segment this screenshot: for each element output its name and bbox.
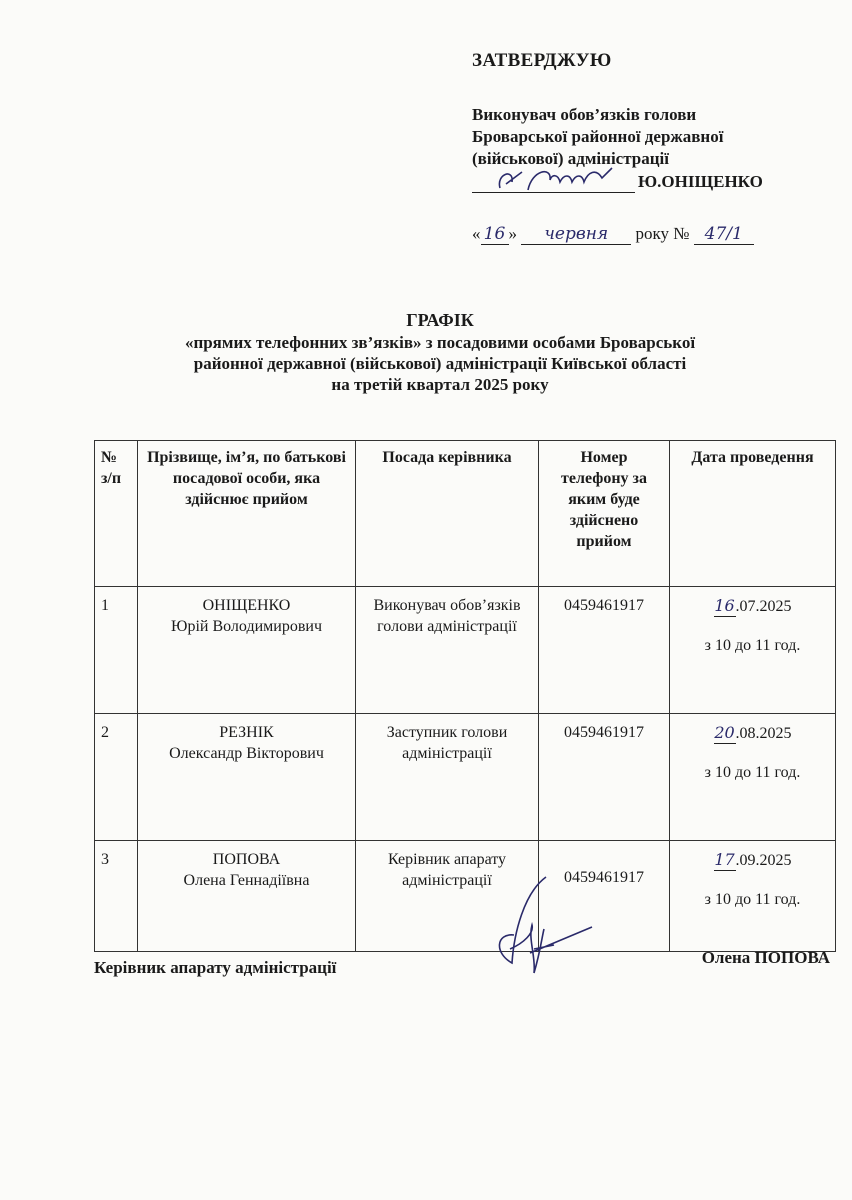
row-phone: 0459461917 [539, 587, 670, 714]
row-date [670, 587, 836, 714]
header-date: Дата проведення [670, 441, 836, 587]
row-given-names: Олена Геннадіївна [183, 872, 310, 889]
order-number: 47/1 [694, 224, 754, 245]
row-date-rest: .08.2025 [735, 725, 792, 742]
row-position: Заступник голови адміністрації [356, 714, 539, 841]
table-row [95, 841, 836, 952]
row-time: з 10 до 11 год. [704, 764, 801, 781]
row-day: 20 [714, 723, 735, 742]
row-given-names: Олександр Вікторович [169, 745, 324, 762]
document-title [100, 310, 780, 395]
approval-line: Броварської районної державної [472, 127, 724, 146]
row-date [670, 714, 836, 841]
footer-position: Керівник апарату адміністрації [94, 958, 337, 977]
title-line: районної державної (військової) адміністрації Київської області [193, 354, 687, 373]
table-header-row [95, 441, 836, 587]
approval-heading: ЗАТВЕРДЖУЮ [472, 50, 612, 71]
approval-day: 16 [481, 224, 509, 245]
row-time: з 10 до 11 год. [704, 637, 801, 654]
row-date [670, 841, 836, 952]
schedule-table [94, 440, 836, 952]
row-given-names: Юрій Володимирович [171, 618, 322, 635]
row-person [138, 587, 356, 714]
approval-line: Виконувач обов’язків голови [472, 105, 697, 124]
signature-row [472, 170, 832, 196]
row-day: 17 [714, 850, 735, 869]
approval-block [472, 50, 832, 254]
row-time: з 10 до 11 год. [704, 891, 801, 908]
row-date-rest: .07.2025 [735, 598, 792, 615]
handwritten-signature-icon [484, 873, 594, 993]
row-position: Виконувач обов’язків голови адміністрації [356, 587, 539, 714]
approval-date-row: « 16 » червня року № 47/1 [472, 224, 832, 254]
row-day: 16 [714, 596, 735, 615]
row-phone: 0459461917 [539, 714, 670, 841]
signatory-name: Ю.ОНІЩЕНКО [638, 172, 763, 191]
title-line: «прямих телефонних зв’язків» з посадовими особами Броварської [184, 333, 696, 352]
row-surname: ПОПОВА [212, 851, 281, 868]
header-position: Посада керівника [356, 441, 539, 587]
row-number: 2 [95, 714, 138, 841]
row-person [138, 841, 356, 952]
row-surname: РЕЗНІК [219, 724, 274, 741]
row-position: Керівник апарату адміністрації [356, 841, 539, 952]
approval-line: (військової) адміністрації [472, 149, 669, 168]
row-person [138, 714, 356, 841]
header-name: Прізвище, ім’я, по батькові посадової особи, яка здійснює прийом [138, 441, 356, 587]
header-number: № з/п [95, 441, 138, 587]
header-phone: Номер телефону за яким буде здійснено прийом [539, 441, 670, 587]
row-number: 1 [95, 587, 138, 714]
title-main: ГРАФІК [406, 310, 474, 330]
title-line: на третій квартал 2025 року [331, 375, 549, 394]
row-phone-value: 0459461917 [564, 869, 644, 886]
handwritten-signature-icon [492, 162, 632, 196]
table-row [95, 714, 836, 841]
table-row [95, 587, 836, 714]
year-label: року № [635, 224, 690, 243]
row-number: 3 [95, 841, 138, 952]
row-surname: ОНІЩЕНКО [202, 597, 291, 614]
row-date-rest: .09.2025 [735, 852, 792, 869]
approval-month: червня [521, 224, 631, 245]
footer-name: Олена ПОПОВА [701, 948, 830, 967]
